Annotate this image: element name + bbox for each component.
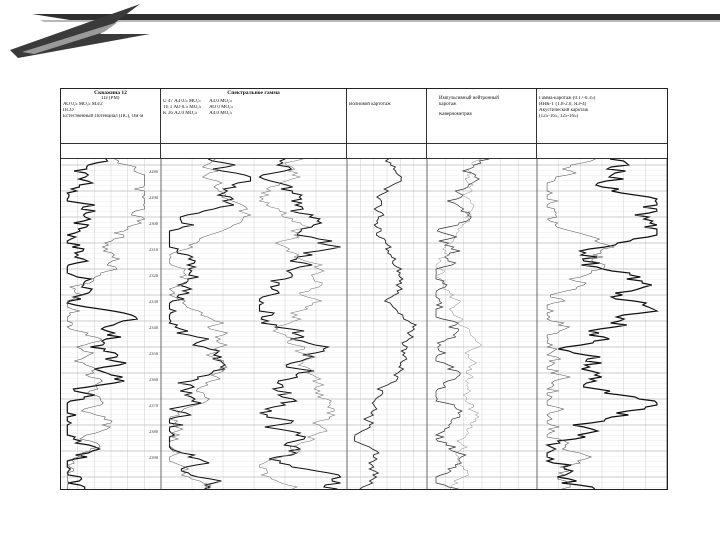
scale-strip-1: [61, 143, 161, 159]
gamma-row-2: Акустический каротаж: [539, 108, 589, 113]
logo-stripe-light: [40, 20, 720, 22]
depth-label: 2380: [149, 429, 158, 434]
log-curve-acoustic: [355, 159, 417, 489]
well-log-figure: [60, 88, 668, 490]
depth-label: 2320: [149, 273, 158, 278]
scale-strip-4: [427, 143, 537, 159]
log-curve-neutron: [436, 159, 489, 489]
depth-label: 2280: [149, 169, 158, 174]
well-header: [61, 89, 161, 143]
spectral-row2-3: А4.0 МО,5: [209, 111, 233, 116]
log-curve-well-thin: [67, 159, 144, 489]
well-sub-2: АО 0,5 МО,5 МЗ/2: [63, 102, 103, 107]
acoustic-header: [347, 89, 427, 143]
logo-stripe: [32, 14, 720, 20]
spectral-title: Спектральное гамма: [227, 90, 280, 96]
depth-label: 2300: [149, 221, 158, 226]
depth-label: 2290: [149, 195, 158, 200]
log-curve-spectral-c: [260, 159, 341, 489]
gamma-row-1: ННК-Т (1.8-2.0, ЯЭ-4): [539, 102, 587, 107]
depth-label: 2330: [149, 299, 158, 304]
gamma-row-3: (125-165, 125-165): [539, 114, 579, 119]
spectral-row2-2: АО 0 МО,5: [209, 105, 233, 110]
log-curve-spectral-a: [170, 159, 251, 489]
gamma-title: Гамма-каротаж (0.17-0.35): [539, 96, 596, 101]
scale-strip-2: [161, 143, 347, 159]
log-curves: [61, 159, 667, 489]
depth-label: 2310: [149, 247, 158, 252]
acoustic-title: Волновой картотаж: [349, 102, 391, 107]
depth-label: 2350: [149, 351, 158, 356]
log-curve-caliper: [436, 159, 482, 489]
depth-label: 2370: [149, 403, 158, 408]
neutron-title: Импульсивный нейтронный каротаж: [439, 96, 499, 107]
spectral-row-1: U 47 АЗ 0.5 МО,5: [163, 99, 201, 104]
slide-logo: [0, 0, 720, 70]
well-footer: Естественный Потенциал (ПС), Ом·м: [63, 114, 144, 119]
spectral-row-2: Th 1 АО 0.5 МО,5: [163, 105, 202, 110]
scale-strip-3: [347, 143, 427, 159]
scale-strip-5: [537, 143, 667, 159]
well-sub-1: ПЗ (РМ): [101, 96, 120, 101]
log-curve-spectral-b: [170, 159, 251, 489]
spectral-header: [161, 89, 347, 143]
neutron-sub: Кавернометрия: [439, 112, 472, 117]
depth-label: 2360: [149, 377, 158, 382]
spectral-row-3: K 36 А2.0 МО,5: [163, 111, 198, 116]
log-curve-gamma-thin: [547, 159, 614, 489]
well-title: Скважина 12: [94, 90, 127, 96]
depth-label: 2390: [149, 455, 158, 460]
well-sub-3: ПСО: [63, 108, 74, 113]
spectral-row2-1: АЗ.0 МО,5: [209, 99, 232, 104]
depth-label: 2340: [149, 325, 158, 330]
neutron-header: [427, 89, 537, 143]
gamma-header: [537, 89, 667, 143]
